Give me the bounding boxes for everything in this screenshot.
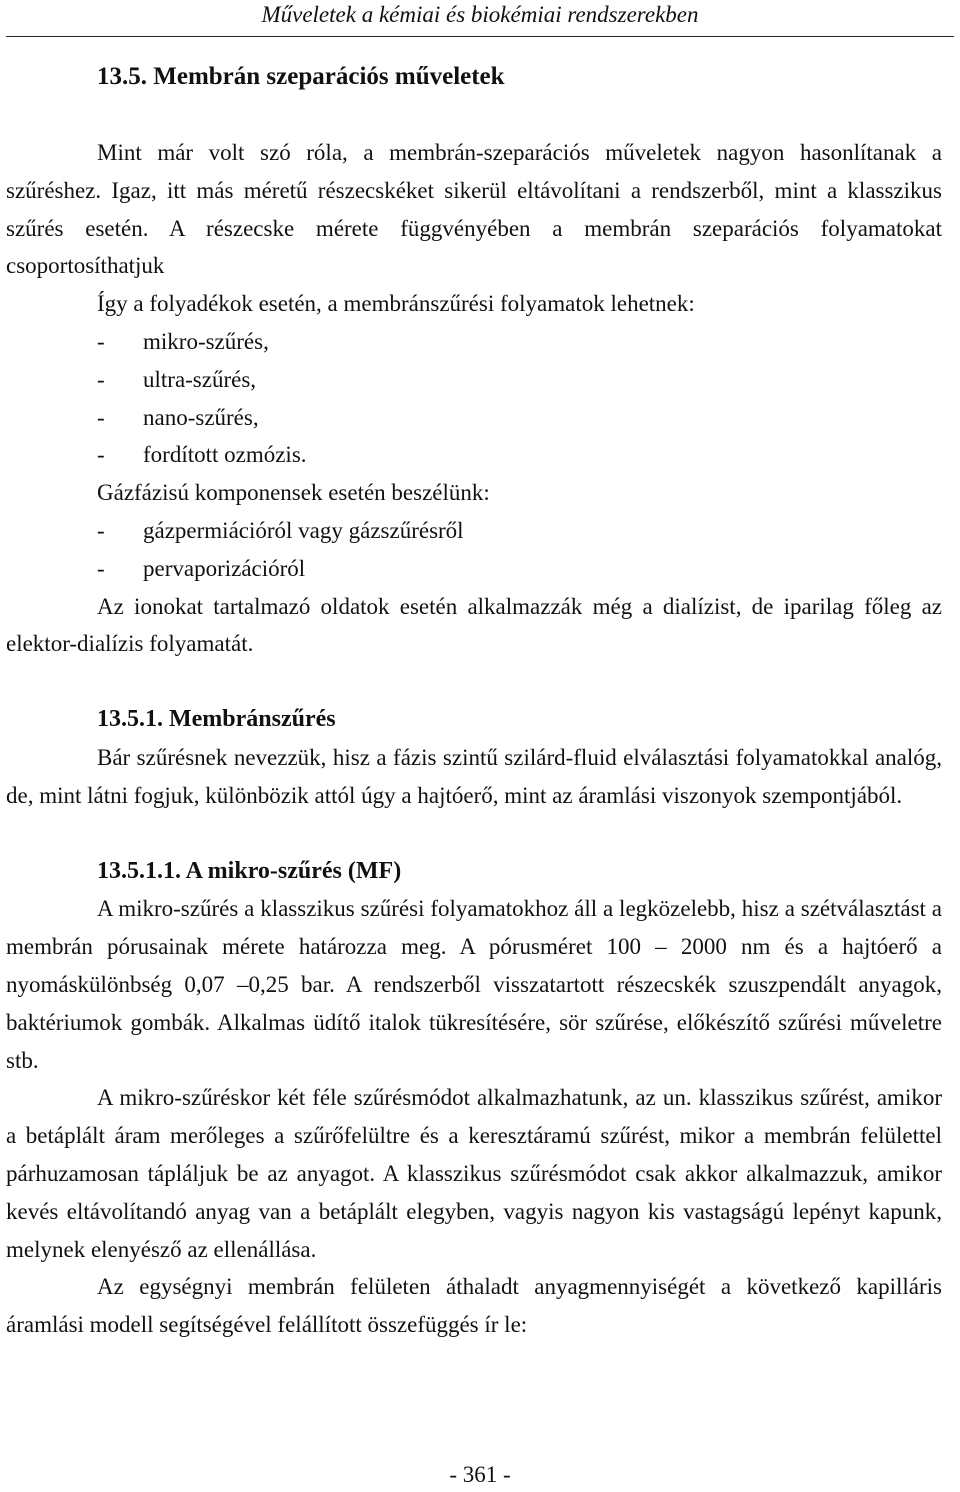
spacer <box>6 663 942 701</box>
list-item <box>97 361 942 399</box>
header-divider <box>6 36 954 37</box>
list-item-text: ultra-szűrés, <box>143 366 257 392</box>
page-number: - 361 - <box>449 1462 511 1487</box>
page-body <box>6 60 942 1344</box>
flux-model-paragraph: Az egységnyi membrán felületen áthaladt anyagmennyiségét a következő kapilláris áramlási modell segítségével felállított összefüggés ír le: <box>6 1274 942 1338</box>
list-dash: - <box>97 404 105 430</box>
gas-process-list <box>97 512 942 588</box>
section-heading: 13.5. Membrán szeparációs műveletek <box>97 63 505 90</box>
list-dash: - <box>97 555 105 581</box>
dialysis-paragraph: Az ionokat tartalmazó oldatok esetén alkalmazzák még a dialízist, de iparilag főleg az elektor-dialízis folyamatát. <box>6 593 942 657</box>
intro-paragraph: Mint már volt szó róla, a membrán-szeparációs műveletek nagyon hasonlítanak a szűréshez. Igaz, itt más méretű részecskéket sikerül eltávolítani a rendszerből, mint a klasszikus szűrés esetén. A részecske mérete függvényében a membrán szeparációs folyamatokat csoportosíthatjuk <box>6 140 942 279</box>
list-item-text: mikro-szűrés, <box>143 328 269 354</box>
subsection-heading: 13.5.1. Membránszűrés <box>97 706 336 733</box>
list-item-text: fordított ozmózis. <box>143 442 307 468</box>
spacer <box>6 815 942 853</box>
list-item <box>97 436 942 474</box>
list-item <box>97 512 942 550</box>
list-item-text: pervaporizációról <box>143 555 306 581</box>
filtration-modes-paragraph: A mikro-szűréskor két féle szűrésmódot alkalmazhatunk, az un. klasszikus szűrést, amikor a betáplált áram merőleges a szűrőfelültre és a keresztáramú szűrést, mikor a membrán felülettel párhuzamosan tápláljuk be az anyagot. A klasszikus szűrésmódot csak akkor alkalmazzuk, amikor kevés eltávolítandó anyag van a betáplált elegyben, vagyis nagyon kis vastagságú lepényt kapunk, melynek elenyésző az ellenállása. <box>6 1085 942 1262</box>
membrane-filtration-paragraph: Bár szűrésnek nevezzük, hisz a fázis szintű szilárd-fluid elválasztási folyamatokkal analóg, de, mint látni fogjuk, különbözik attól úgy a hajtóerő, mint az áramlási viszonyok szempontjából. <box>6 744 942 808</box>
list-item <box>97 399 942 437</box>
gas-intro: Gázfázisú komponensek esetén beszélünk: <box>97 480 490 506</box>
list-item-text: nano-szűrés, <box>143 404 259 430</box>
list-item <box>97 550 942 588</box>
liquid-intro: Így a folyadékok esetén, a membránszűrési folyamatok lehetnek: <box>97 291 695 317</box>
list-dash: - <box>97 328 105 354</box>
list-dash: - <box>97 366 105 392</box>
running-header: Műveletek a kémiai és biokémiai rendszerekben <box>261 2 699 27</box>
list-dash: - <box>97 517 105 543</box>
list-item <box>97 323 942 361</box>
microfiltration-paragraph: A mikro-szűrés a klasszikus szűrési folyamatokhoz áll a legközelebb, hisz a szétválasztást a membrán pórusainak mérete határozza meg. A pórusméret 100 – 2000 nm és a hajtóerő a nyomáskülönbség 0,07 –0,25 bar. A rendszerből visszatartott részecskék szuszpendált anyagok, baktériumok gombák. Alkalmas üdítő italok tükresítésére, sör szűrése, előkészítő szűrési műveletre stb. <box>6 896 942 1073</box>
subsubsection-heading: 13.5.1.1. A mikro-szűrés (MF) <box>97 857 402 884</box>
list-dash: - <box>97 442 105 468</box>
liquid-process-list <box>97 323 942 474</box>
list-item-text: gázpermiációról vagy gázszűrésről <box>143 517 464 543</box>
